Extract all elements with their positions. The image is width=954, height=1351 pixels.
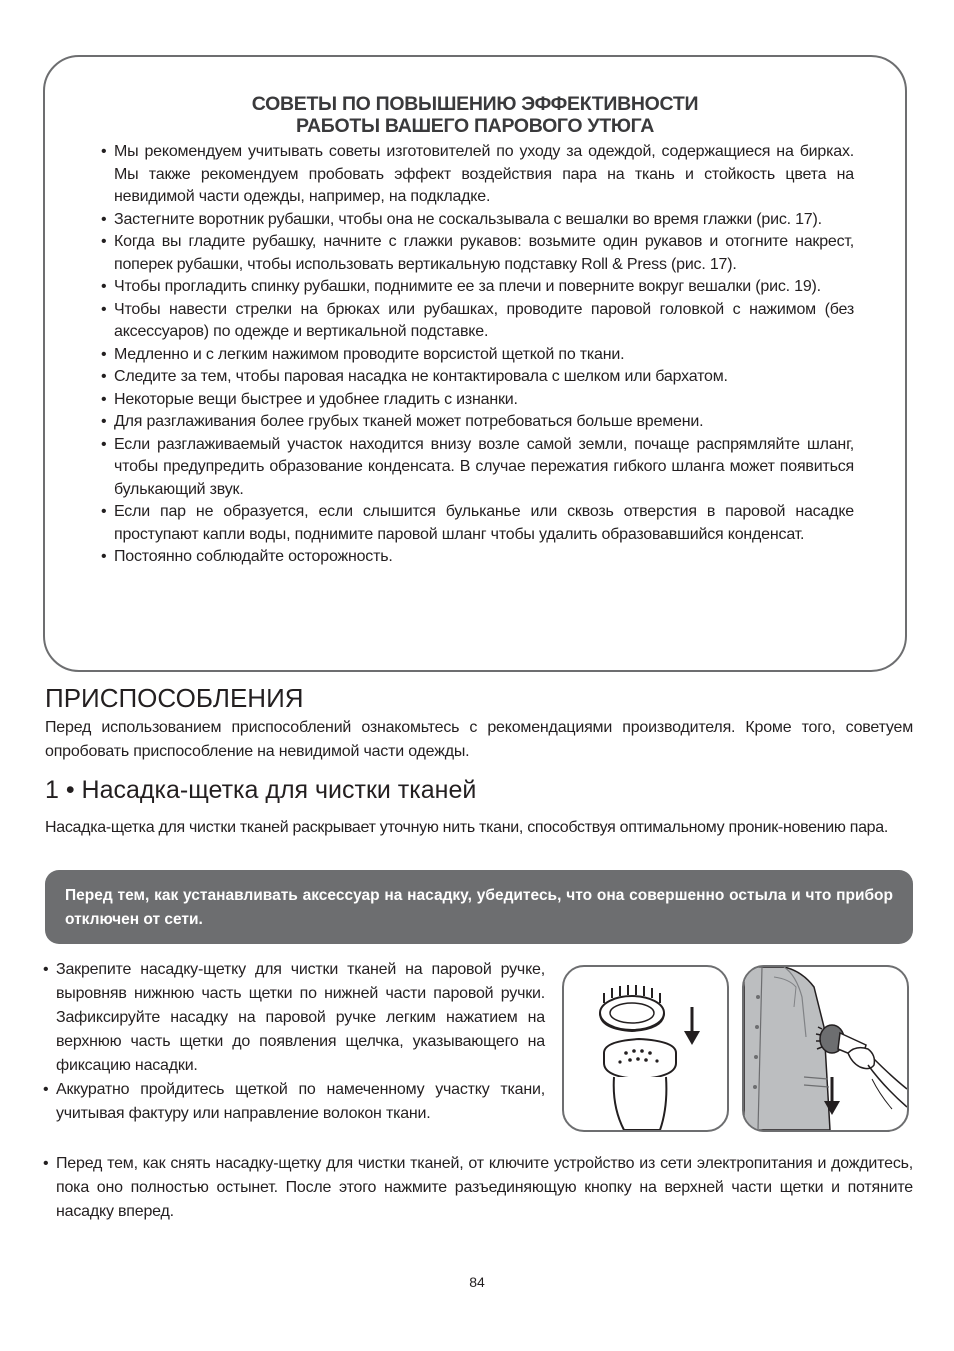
tips-list — [101, 141, 854, 569]
tip-item: • Если пар не образуется, если слышится бульканье или сквозь отверстия в паровой насадке проступают капли воды, поднимите паровой шланг чтобы удалить образовавшийся конденсат. — [101, 501, 854, 546]
tip-item: • Медленно и с легким нажимом проводите ворсистой щеткой по ткани. — [101, 344, 854, 367]
section-title: ПРИСПОСОБЛЕНИЯ — [45, 683, 304, 713]
tip-item: • Чтобы навести стрелки на брюках или рубашках, проводите паровой головкой с нажимом (без аксессуаров) по одежде и вертикальной подставке. — [101, 299, 854, 344]
tip-item: • Для разглаживания более грубых тканей может потребоваться больше времени. — [101, 411, 854, 434]
subsection-title: 1 • Насадка-щетка для чистки тканей — [45, 776, 477, 804]
tip-item: • Мы рекомендуем учитывать советы изготовителей по уходу за одеждой, содержащиеся на бирках. Мы также рекомендуем пробовать эффект воздействия пара на ткань и стойкость цвета на невидимой части одежды, например, на подкладке. — [101, 141, 854, 209]
step-item: • Аккуратно пройдитесь щеткой по намеченному участку ткани, учитывая фактуру или направление волокон ткани. — [43, 1078, 545, 1126]
figure-brush-usage — [742, 965, 909, 1132]
page-number: 84 — [469, 1274, 485, 1290]
subsection-description: Насадка-щетка для чистки тканей раскрывает уточную нить ткани, способствуя оптимальному проник-новению пара. — [45, 819, 889, 836]
tips-title — [43, 93, 907, 137]
brush-attach-illustration — [564, 967, 727, 1130]
tip-item: • Некоторые вещи быстрее и удобнее гладить с изнанки. — [101, 389, 854, 412]
step-item: • Перед тем, как снять насадку-щетку для чистки тканей, от ключите устройство из сети электропитания и дождитесь, пока оно полностью остынет. После этого нажмите разъединяющую кнопку на верхней части щетки и потяните насадку вперед. — [43, 1152, 913, 1224]
steps-list-continued — [43, 1152, 913, 1224]
warning-banner: Перед тем, как устанавливать аксессуар на насадку, убедитесь, что она совершенно остыла и что прибор отключен от сети. — [45, 870, 913, 944]
tip-item: • Чтобы прогладить спинку рубашки, поднимите ее за плечи и поверните вокруг вешалки (рис. 19). — [101, 276, 854, 299]
figure-brush-attach — [562, 965, 729, 1132]
tip-item: • Следите за тем, чтобы паровая насадка не контактировала с шелком или бархатом. — [101, 366, 854, 389]
tip-item: • Когда вы гладите рубашку, начните с глажки рукавов: возьмите один рукавов и отогните накрест, поперек рубашки, чтобы использовать вертикальную подставку Roll & Press (рис. 17). — [101, 231, 854, 276]
tips-title-line1: СОВЕТЫ ПО ПОВЫШЕНИЮ ЭФФЕКТИВНОСТИ — [251, 93, 699, 115]
tip-item: • Если разглаживаемый участок находится внизу возле самой земли, почаще распрямляйте шланг, чтобы предупредить образование конденсата. В случае пережатия гибкого шланга может появиться булькающий звук. — [101, 434, 854, 502]
section-intro: Перед использованием приспособлений ознакомьтесь с рекомендациями производителя. Кроме того, советуем опробовать приспособление на невидимой части одежды. — [45, 719, 913, 760]
steps-list — [43, 958, 545, 1126]
tip-item: • Постоянно соблюдайте осторожность. — [101, 546, 854, 569]
tip-item: • Застегните воротник рубашки, чтобы она не соскальзывала с вешалки во время глажки (рис. 17). — [101, 209, 854, 232]
brush-usage-illustration — [744, 967, 907, 1130]
tips-title-line2: РАБОТЫ ВАШЕГО ПАРОВОГО УТЮГА — [296, 115, 654, 137]
step-item: • Закрепите насадку-щетку для чистки тканей на паровой ручке, выровняв нижнюю часть щетки по нижней части паровой ручки. Зафиксируйте насадку на паровой ручке легким нажатием на верхнюю часть щетки до появления щелчка, указывающего на фиксацию насадки. — [43, 958, 545, 1078]
